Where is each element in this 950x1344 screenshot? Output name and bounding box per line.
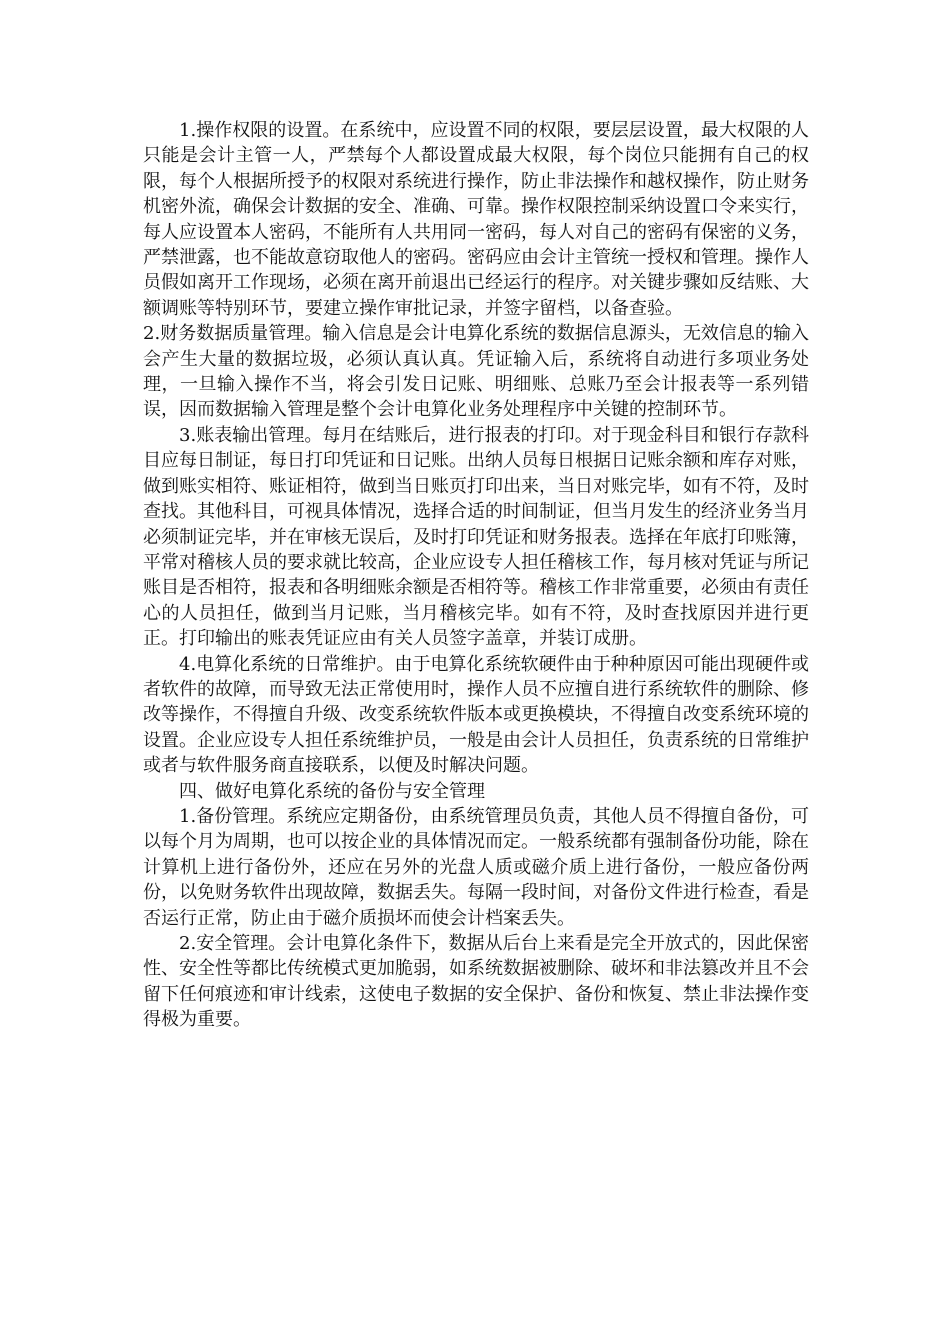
- paragraph-security-management: 2.安全管理。会计电算化条件下，数据从后台上来看是完全开放式的，因此保密性、安全性等都比传统模式更加脆弱，如系统数据被删除、破坏和非法篡改并且不会留下任何痕迹和审计线索，这使电子数据的安全保护、备份和恢复、禁止非法操作变得极为重要。: [143, 933, 809, 1031]
- paragraph-daily-maintenance: 4.电算化系统的日常维护。由于电算化系统软硬件由于种种原因可能出现硬件或者软件的故障，而导致无法正常使用时，操作人员不应擅自进行系统软件的删除、修改等操作，不得擅自升级、改变系统软件版本或更换模块，不得擅自改变系统环境的设置。企业应设专人担任系统维护员，一般是由会计人员担任，负责系统的日常维护或者与软件服务商直接联系，以便及时解决问题。: [143, 653, 809, 777]
- document-body: [143, 118, 809, 1033]
- paragraph-data-quality: 2.财务数据质量管理。输入信息是会计电算化系统的数据信息源头，无效信息的输入会产生大量的数据垃圾，必须认真认真。凭证输入后，系统将自动进行多项业务处理，一旦输入操作不当，将会引发日记账、明细账、总账乃至会计报表等一系列错误，因而数据输入管理是整个会计电算化业务处理程序中关键的控制环节。: [143, 323, 809, 421]
- paragraph-operation-permissions: 1.操作权限的设置。在系统中，应设置不同的权限，要层层设置，最大权限的人只能是会计主管一人，严禁每个人都设置成最大权限，每个岗位只能拥有自己的权限，每个人根据所授予的权限对系统进行操作，防止非法操作和越权操作，防止财务机密外流，确保会计数据的安全、准确、可靠。操作权限控制采纳设置口令来实行，每人应设置本人密码，不能所有人共用同一密码，每人对自己的密码有保密的义务，严禁泄露，也不能故意窃取他人的密码。密码应由会计主管统一授权和管理。操作人员假如离开工作现场，必须在离开前退出已经运行的程序。对关键步骤如反结账、大额调账等特别环节，要建立操作审批记录，并签字留档，以备查验。: [143, 120, 809, 319]
- paragraph-report-output: 3.账表输出管理。每月在结账后，进行报表的打印。对于现金科目和银行存款科目应每日制证，每日打印凭证和日记账。出纳人员每日根据日记账余额和库存对账，做到账实相符、账证相符，做到当日账页打印出来，当日对账完毕，如有不符，及时查找。其他科目，可视具体情况，选择合适的时间制证，但当月发生的经济业务当月必须制证完毕，并在审核无误后，及时打印凭证和财务报表。选择在年底打印账簿，平常对稽核人员的要求就比较高，企业应设专人担任稽核工作，每月核对凭证与所记账目是否相符，报表和各明细账余额是否相符等。稽核工作非常重要，必须由有责任心的人员担任，做到当月记账，当月稽核完毕。如有不符，及时查找原因并进行更正。打印输出的账表凭证应由有关人员签字盖章，并装订成册。: [143, 424, 809, 650]
- paragraph-backup-management: 1.备份管理。系统应定期备份，由系统管理员负责，其他人员不得擅自备份，可以每个月为周期，也可以按企业的具体情况而定。一般系统都有强制备份功能，除在计算机上进行备份外，还应在另外的光盘人质或磁介质上进行备份，一般应备份两份，以免财务软件出现故障，数据丢失。每隔一段时间，对备份文件进行检查，看是否运行正常，防止由于磁介质损坏而使会计档案丢失。: [143, 805, 809, 929]
- section-heading-backup-security: 四、做好电算化系统的备份与安全管理: [179, 780, 485, 802]
